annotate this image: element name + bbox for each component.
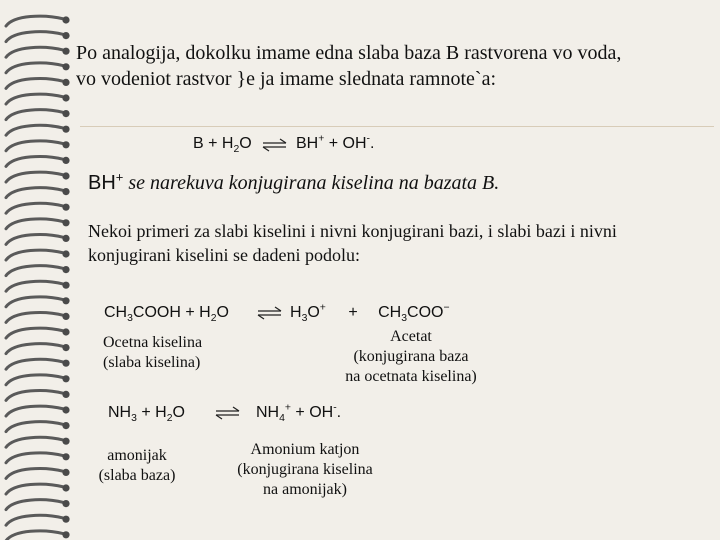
label-acetate: Acetat (konjugirana baza na ocetnata kiselina) <box>345 328 477 385</box>
binding-ring <box>6 219 70 229</box>
binding-ring <box>6 453 70 463</box>
binding-ring <box>6 32 70 42</box>
equation-base-water <box>193 135 252 156</box>
binding-ring <box>6 469 70 479</box>
binding-ring <box>6 515 70 525</box>
binding-ring <box>6 63 70 73</box>
divider-line <box>80 126 714 127</box>
binding-ring <box>6 110 70 120</box>
intro-line-1: Po analogija, dokolku imame edna slaba baza B rastvorena vo voda, <box>76 42 622 64</box>
binding-ring <box>6 79 70 89</box>
binding-ring <box>6 235 70 245</box>
bh-definition: BH+ se narekuva konjugirana kiselina na bazata B. <box>88 169 500 194</box>
label-ammonium: Amonium katjon (konjugirana kiselina na amonijak) <box>237 441 373 498</box>
binding-ring <box>6 500 70 510</box>
binding-ring <box>6 188 70 198</box>
binding-ring <box>6 313 70 323</box>
binding-ring <box>6 531 70 540</box>
binding-ring <box>6 297 70 307</box>
binding-ring <box>6 125 70 135</box>
binding-ring <box>6 141 70 151</box>
equilibrium-arrow-icon <box>215 405 241 421</box>
binding-ring <box>6 437 70 447</box>
binding-ring <box>6 344 70 354</box>
label-ammonia: amonijak (slaba baza) <box>98 447 176 484</box>
equilibrium-arrow-icon <box>257 305 283 321</box>
intro-text <box>76 40 621 92</box>
binding-ring <box>6 391 70 401</box>
eq2-right: $H_3O^+ + CH_3COO^-$ <box>290 302 450 325</box>
binding-ring <box>6 157 70 167</box>
binding-ring <box>6 172 70 182</box>
eq3-left: $NH_3 + H_2O$ <box>108 404 185 425</box>
binding-ring <box>6 250 70 260</box>
eq1-right: BH+ + OH-. <box>296 133 375 152</box>
binding-ring <box>6 16 70 26</box>
eq2-left: $CH_3COOH + H_2O$ <box>104 304 229 325</box>
binding-ring <box>6 375 70 385</box>
binding-ring <box>6 47 70 57</box>
binding-ring <box>6 266 70 276</box>
binding-ring <box>6 328 70 338</box>
eq1-left: $B + H_2O$ <box>193 135 252 156</box>
label-acetic-acid: Ocetna kiselina (slaba kiselina) <box>103 334 203 371</box>
intro-line-2: vo vodeniot rastvor }e ja imame slednata ramnote`a: <box>76 68 497 90</box>
binding-ring <box>6 359 70 369</box>
spiral-binding <box>0 0 80 540</box>
examples-intro: Nekoi primeri za slabi kiselini i nivni konjugirani bazi, i slabi bazi i nivni konjugirani kiselini se dadeni podolu: <box>88 221 617 265</box>
eq3-right: $NH_4^+ + OH^-$. <box>256 402 342 425</box>
binding-ring <box>6 422 70 432</box>
binding-ring <box>6 484 70 494</box>
binding-ring <box>6 281 70 291</box>
equilibrium-arrow-icon <box>262 137 288 153</box>
binding-ring <box>6 406 70 416</box>
binding-ring <box>6 203 70 213</box>
binding-ring <box>6 94 70 104</box>
